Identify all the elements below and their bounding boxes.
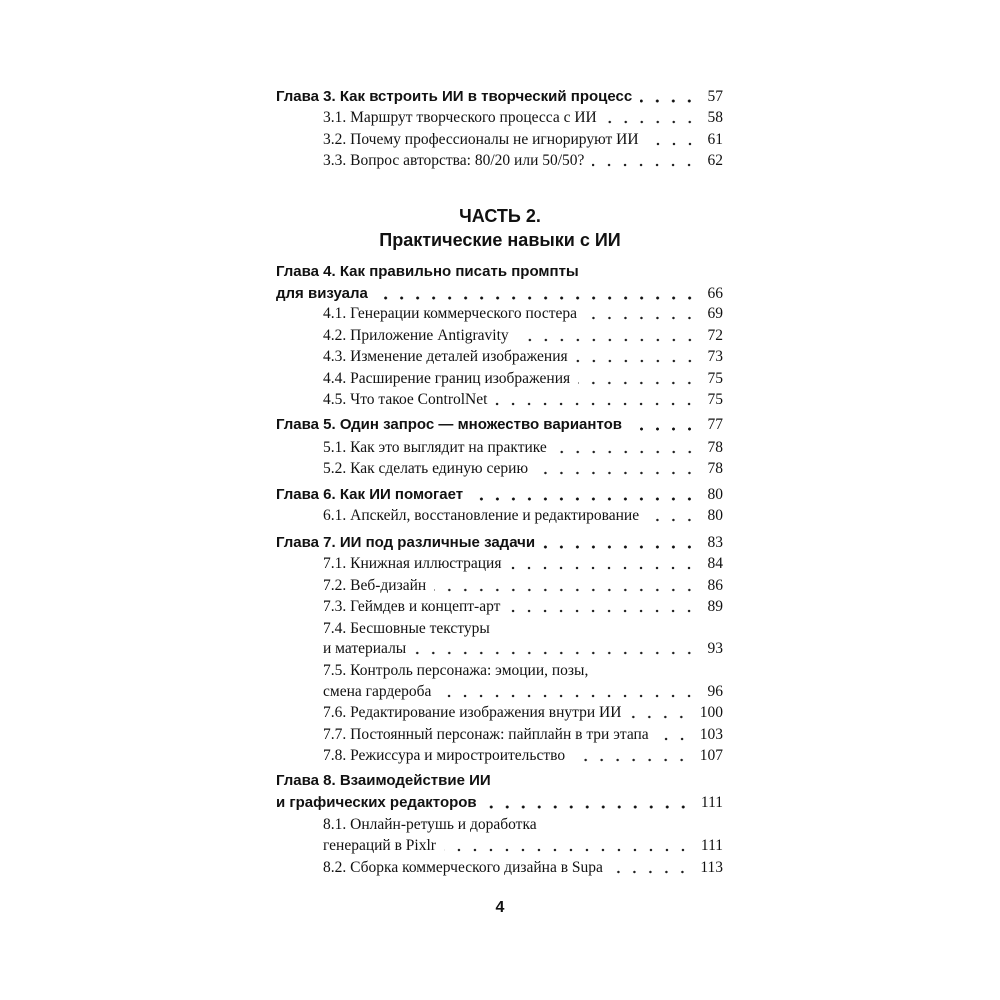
dot-leader (611, 870, 690, 874)
entry-title: Глава 6. Как ИИ помогает (276, 486, 464, 503)
toc-section-entry (323, 661, 723, 681)
toc-chapter-entry (276, 262, 723, 282)
toc-section-entry (323, 639, 723, 659)
entry-page-number: 78 (707, 439, 723, 456)
entry-title: 4.4. Расширение границ изображения (323, 370, 571, 387)
entry-title: 7.6. Редактирование изображения внутри ИИ (323, 704, 622, 721)
entry-title: 7.7. Постоянный персонаж: пайплайн в три этапа (323, 726, 649, 743)
entry-title: 8.1. Онлайн-ретушь и доработка (323, 816, 537, 833)
entry-title: Глава 4. Как правильно писать промпты (276, 263, 579, 280)
entry-title: для визуала (276, 285, 368, 302)
toc-section-entry (323, 390, 723, 410)
dot-leader (647, 518, 697, 522)
toc-section-entry (323, 506, 723, 526)
dot-leader (485, 805, 691, 809)
part-subtitle: Практические навыки с ИИ (379, 230, 621, 250)
toc-chapter-entry (276, 533, 723, 553)
entry-title: 7.8. Режиссура и миростроительство (323, 747, 566, 764)
toc-section-entry (323, 619, 723, 639)
entry-page-number: 58 (707, 109, 723, 126)
toc-section-entry (323, 576, 723, 596)
entry-title: 7.5. Контроль персонажа: эмоции, позы, (323, 662, 589, 679)
dot-leader (592, 163, 697, 167)
entry-title: и материалы (323, 640, 407, 657)
entry-page-number: 80 (707, 507, 723, 524)
dot-leader (640, 99, 697, 103)
entry-title: 7.1. Книжная иллюстрация (323, 555, 502, 572)
entry-page-number: 77 (707, 416, 723, 433)
toc-chapter-entry (276, 771, 723, 791)
dot-leader (543, 545, 697, 549)
entry-page-number: 73 (707, 348, 723, 365)
entry-page-number: 96 (707, 683, 723, 700)
toc-section-entry (323, 369, 723, 389)
toc-section-entry (323, 836, 723, 856)
dot-leader (576, 359, 698, 363)
entry-title: Глава 7. ИИ под различные задачи (276, 534, 536, 551)
entry-page-number: 111 (700, 837, 723, 854)
entry-page-number: 75 (707, 370, 723, 387)
entry-page-number: 93 (707, 640, 723, 657)
dot-leader (444, 848, 691, 852)
toc-chapter-entry (276, 415, 723, 435)
toc-section-entry (323, 554, 723, 574)
dot-leader (508, 609, 697, 613)
entry-page-number: 111 (700, 794, 723, 811)
dot-leader (630, 427, 698, 431)
entry-page-number: 57 (707, 88, 723, 105)
toc-section-entry (323, 347, 723, 367)
entry-page-number: 84 (707, 555, 723, 572)
entry-title: 3.3. Вопрос авторства: 80/20 или 50/50? (323, 152, 585, 169)
page-number: 4 (495, 899, 505, 916)
entry-title: 5.2. Как сделать единую серию (323, 460, 529, 477)
entry-title: 7.2. Веб-дизайн (323, 577, 427, 594)
dot-leader (657, 737, 690, 741)
entry-page-number: 100 (699, 704, 723, 721)
entry-title: 4.2. Приложение Antigravity (323, 327, 509, 344)
toc-section-entry (323, 725, 723, 745)
toc-section-entry (323, 858, 723, 878)
entry-title: генераций в Pixlr (323, 837, 436, 854)
toc-section-entry (323, 815, 723, 835)
dot-leader (536, 471, 697, 475)
part-title: ЧАСТЬ 2. (459, 206, 541, 226)
dot-leader (439, 694, 697, 698)
dot-leader (376, 296, 698, 300)
toc-chapter-entry (276, 793, 723, 813)
dot-leader (585, 316, 697, 320)
dot-leader (647, 142, 698, 146)
toc-section-entry (323, 151, 723, 171)
entry-page-number: 72 (707, 327, 723, 344)
entry-page-number: 61 (707, 131, 723, 148)
dot-leader (495, 402, 697, 406)
entry-title: 4.1. Генерации коммерческого постера (323, 305, 578, 322)
toc-chapter-entry (276, 485, 723, 505)
toc-section-entry (323, 746, 723, 766)
entry-page-number: 78 (707, 460, 723, 477)
dot-leader (471, 497, 697, 501)
dot-leader (434, 588, 697, 592)
toc-section-entry (323, 326, 723, 346)
dot-leader (573, 758, 690, 762)
entry-page-number: 83 (707, 534, 723, 551)
dot-leader (509, 566, 697, 570)
entry-page-number: 80 (707, 486, 723, 503)
entry-title: 4.5. Что такое ControlNet (323, 391, 488, 408)
entry-title: 3.2. Почему профессионалы не игнорируют ИИ (323, 131, 639, 148)
entry-title: 7.3. Геймдев и концепт-арт (323, 598, 501, 615)
dot-leader (517, 338, 698, 342)
entry-title: смена гардероба (323, 683, 432, 700)
entry-page-number: 69 (707, 305, 723, 322)
toc-chapter-entry (276, 284, 723, 304)
dot-leader (629, 715, 689, 719)
entry-title: 4.3. Изменение деталей изображения (323, 348, 568, 365)
entry-page-number: 107 (699, 747, 723, 764)
toc-section-entry (323, 682, 723, 702)
toc-section-entry (323, 597, 723, 617)
entry-title: Глава 3. Как встроить ИИ в творческий процесс (276, 88, 633, 105)
entry-page-number: 66 (707, 285, 723, 302)
toc-section-entry (323, 703, 723, 723)
entry-title: 6.1. Апскейл, восстановление и редактирование (323, 507, 640, 524)
toc-chapter-entry (276, 87, 723, 107)
entry-title: 3.1. Маршрут творческого процесса с ИИ (323, 109, 597, 126)
entry-page-number: 62 (707, 152, 723, 169)
entry-page-number: 113 (700, 859, 723, 876)
entry-page-number: 103 (699, 726, 723, 743)
toc-section-entry (323, 108, 723, 128)
toc-section-entry (323, 304, 723, 324)
dot-leader (605, 120, 698, 124)
toc-section-entry (323, 130, 723, 150)
dot-leader (414, 651, 697, 655)
entry-title: 7.4. Бесшовные текстуры (323, 620, 490, 637)
entry-title: и графических редакторов (276, 794, 477, 811)
entry-title: Глава 5. Один запрос — множество вариантов (276, 416, 622, 433)
entry-page-number: 89 (707, 598, 723, 615)
dot-leader (578, 381, 697, 385)
toc-section-entry (323, 438, 723, 458)
dot-leader (555, 450, 698, 454)
entry-page-number: 86 (707, 577, 723, 594)
entry-page-number: 75 (707, 391, 723, 408)
entry-title: 5.1. Как это выглядит на практике (323, 439, 547, 456)
entry-title: 8.2. Сборка коммерческого дизайна в Supa (323, 859, 603, 876)
toc-section-entry (323, 459, 723, 479)
entry-title: Глава 8. Взаимодействие ИИ (276, 772, 491, 789)
